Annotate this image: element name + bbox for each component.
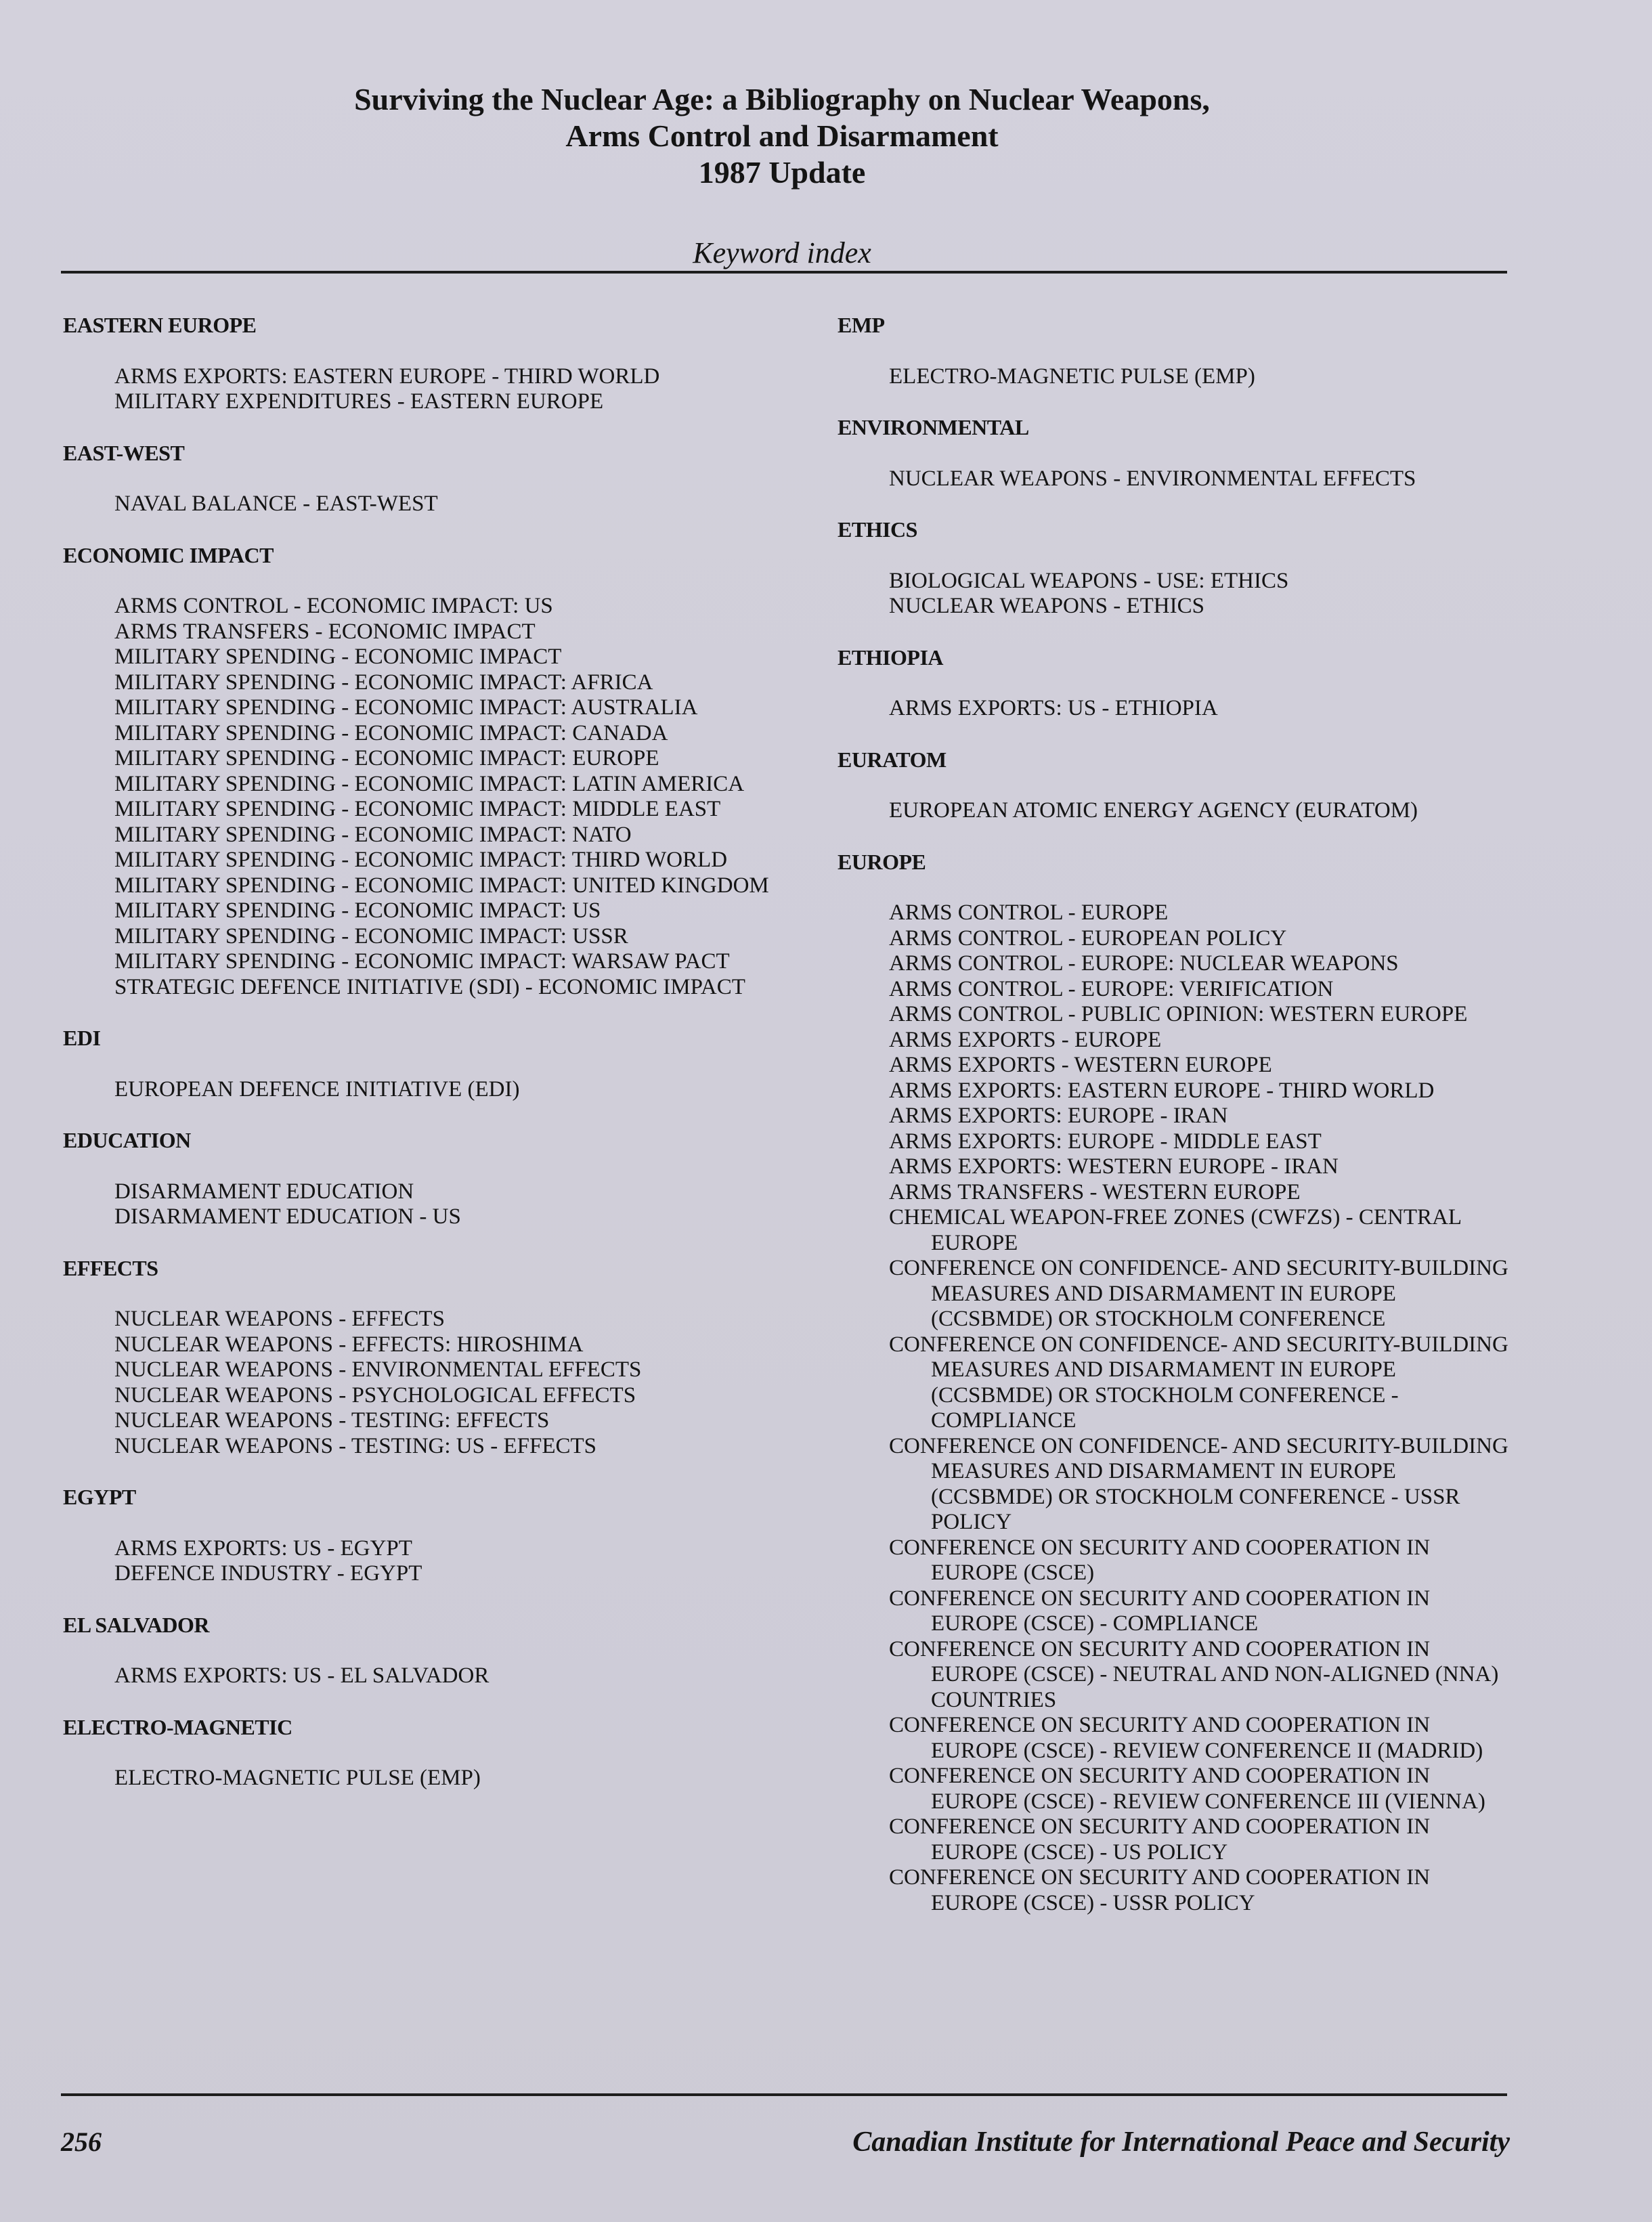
entry-list <box>63 364 794 415</box>
index-entry: NUCLEAR WEAPONS - EFFECTS <box>114 1307 445 1331</box>
right-column <box>838 313 1515 1942</box>
index-section <box>838 645 1515 722</box>
index-entry: MILITARY SPENDING - ECONOMIC IMPACT: MIDDLE EAST <box>114 797 721 821</box>
index-entry: ARMS EXPORTS: EUROPE - IRAN <box>889 1104 1228 1128</box>
index-entry: ARMS CONTROL - EUROPE: VERIFICATION <box>889 976 1334 1001</box>
index-entry: NUCLEAR WEAPONS - ENVIRONMENTAL EFFECTS <box>889 466 1416 491</box>
index-entry: NUCLEAR WEAPONS - EFFECTS: HIROSHIMA <box>114 1332 584 1357</box>
index-entry: MILITARY SPENDING - ECONOMIC IMPACT: CANADA <box>114 720 668 745</box>
entry-list <box>63 1307 794 1459</box>
index-entry: CONFERENCE ON SECURITY AND COOPERATION IN EUROPE (CSCE) - NEUTRAL AND NON-ALIGNED (NNA) COUNTRIES <box>889 1636 1499 1712</box>
index-entry: ARMS CONTROL - EUROPE: NUCLEAR WEAPONS <box>889 951 1399 976</box>
index-entry: NUCLEAR WEAPONS - PSYCHOLOGICAL EFFECTS <box>114 1382 636 1408</box>
index-section <box>838 747 1515 824</box>
index-entry: MILITARY SPENDING - ECONOMIC IMPACT: LATIN AMERICA <box>114 771 745 796</box>
index-entry: MILITARY SPENDING - ECONOMIC IMPACT: US <box>114 898 601 923</box>
keyword-heading: EASTERN EUROPE <box>63 313 257 337</box>
index-section <box>63 441 794 517</box>
entry-list <box>63 1766 794 1791</box>
title-line-1: Surviving the Nuclear Age: a Bibliography on Nuclear Weapons, <box>354 82 1210 116</box>
index-entry: NUCLEAR WEAPONS - TESTING: EFFECTS <box>114 1408 550 1433</box>
index-entry: ARMS EXPORTS: US - EGYPT <box>114 1535 412 1561</box>
keyword-heading: ECONOMIC IMPACT <box>63 542 274 567</box>
index-entry: MILITARY SPENDING - ECONOMIC IMPACT: NATO <box>114 822 632 847</box>
keyword-heading: EDUCATION <box>63 1128 191 1152</box>
index-entry: ARMS CONTROL - EUROPE <box>889 900 1169 925</box>
index-entry: NUCLEAR WEAPONS - ETHICS <box>889 594 1204 618</box>
index-section <box>63 543 794 1001</box>
index-entry: MILITARY SPENDING - ECONOMIC IMPACT: USSR <box>114 923 628 949</box>
bottom-divider <box>61 2093 1507 2096</box>
keyword-heading: EFFECTS <box>63 1255 158 1280</box>
entry-list <box>838 466 1515 492</box>
index-entry: ARMS CONTROL - EUROPEAN POLICY <box>889 925 1287 951</box>
index-entry: CONFERENCE ON CONFIDENCE- AND SECURITY-BUILDING MEASURES AND DISARMAMENT IN EUROPE (CCSBMDE) OR STOCKHOLM CONFERENCE - COMPLIANCE <box>889 1332 1508 1433</box>
page-title <box>0 81 1564 191</box>
keyword-heading: EDI <box>63 1026 101 1050</box>
index-section <box>63 313 794 415</box>
entry-list <box>838 569 1515 619</box>
keyword-heading: ENVIRONMENTAL <box>838 415 1029 439</box>
index-entry: MILITARY EXPENDITURES - EASTERN EUROPE <box>114 389 604 414</box>
entry-list <box>838 364 1515 390</box>
left-column <box>63 313 794 1817</box>
index-entry: CONFERENCE ON SECURITY AND COOPERATION IN EUROPE (CSCE) - REVIEW CONFERENCE II (MADRID) <box>889 1713 1483 1763</box>
index-entry: CONFERENCE ON SECURITY AND COOPERATION IN EUROPE (CSCE) - USSR POLICY <box>889 1865 1431 1915</box>
entry-list <box>838 696 1515 722</box>
index-entry: ELECTRO-MAGNETIC PULSE (EMP) <box>114 1766 481 1790</box>
index-entry: CONFERENCE ON CONFIDENCE- AND SECURITY-BUILDING MEASURES AND DISARMAMENT IN EUROPE (CCSBMDE) OR STOCKHOLM CONFERENCE - USSR POLICY <box>889 1433 1508 1534</box>
index-entry: ARMS EXPORTS: EASTERN EUROPE - THIRD WORLD <box>114 364 660 389</box>
index-entry: ARMS TRANSFERS - WESTERN EUROPE <box>889 1179 1301 1204</box>
index-entry: ARMS EXPORTS: EASTERN EUROPE - THIRD WORLD <box>889 1078 1435 1103</box>
index-entry: CONFERENCE ON SECURITY AND COOPERATION IN EUROPE (CSCE) - COMPLIANCE <box>889 1586 1431 1636</box>
index-entry: ARMS TRANSFERS - ECONOMIC IMPACT <box>114 619 536 644</box>
index-entry: STRATEGIC DEFENCE INITIATIVE (SDI) - ECONOMIC IMPACT <box>114 974 745 999</box>
index-section <box>63 1026 794 1102</box>
entry-list <box>63 594 794 1000</box>
keyword-heading: ELECTRO-MAGNETIC <box>63 1714 292 1739</box>
entry-list <box>63 492 794 517</box>
index-section <box>63 1128 794 1230</box>
keyword-heading: EMP <box>838 313 885 337</box>
index-entry: ARMS EXPORTS: US - ETHIOPIA <box>889 696 1218 720</box>
index-entry: EUROPEAN ATOMIC ENERGY AGENCY (EURATOM) <box>889 798 1418 823</box>
index-section <box>838 415 1515 492</box>
index-entry: DISARMAMENT EDUCATION - US <box>114 1204 461 1229</box>
index-entry: EUROPEAN DEFENCE INITIATIVE (EDI) <box>114 1076 520 1102</box>
entry-list <box>63 1663 794 1689</box>
index-entry: CONFERENCE ON SECURITY AND COOPERATION IN EUROPE (CSCE) - US POLICY <box>889 1814 1431 1865</box>
index-entry: DEFENCE INDUSTRY - EGYPT <box>114 1561 422 1586</box>
keyword-heading: ETHICS <box>838 517 917 542</box>
index-entry: MILITARY SPENDING - ECONOMIC IMPACT: EUROPE <box>114 746 659 770</box>
index-entry: CONFERENCE ON SECURITY AND COOPERATION IN EUROPE (CSCE) <box>889 1535 1431 1585</box>
keyword-heading: EAST-WEST <box>63 440 185 465</box>
index-section <box>63 1613 794 1689</box>
index-entry: ARMS EXPORTS: WESTERN EUROPE - IRAN <box>889 1154 1339 1179</box>
index-section <box>63 1715 794 1791</box>
footer-institute: Canadian Institute for International Peace and Security <box>852 2127 1510 2158</box>
entry-list <box>63 1536 794 1587</box>
keyword-heading: EUROPE <box>838 849 926 874</box>
top-divider <box>61 271 1507 274</box>
entry-list <box>63 1077 794 1103</box>
keyword-heading: EURATOM <box>838 747 947 772</box>
index-entry: NUCLEAR WEAPONS - ENVIRONMENTAL EFFECTS <box>114 1357 642 1382</box>
index-entry: MILITARY SPENDING - ECONOMIC IMPACT: THIRD WORLD <box>114 848 728 872</box>
index-section <box>838 850 1515 1917</box>
page-number: 256 <box>61 2127 102 2157</box>
index-entry: ARMS EXPORTS: US - EL SALVADOR <box>114 1663 490 1688</box>
index-section <box>63 1485 794 1587</box>
index-entry: ARMS CONTROL - PUBLIC OPINION: WESTERN EUROPE <box>889 1002 1468 1026</box>
index-entry: DISARMAMENT EDUCATION <box>114 1179 414 1204</box>
keyword-heading: ETHIOPIA <box>838 645 944 670</box>
index-entry: CONFERENCE ON SECURITY AND COOPERATION IN EUROPE (CSCE) - REVIEW CONFERENCE III (VIENNA) <box>889 1764 1485 1814</box>
index-entry: ELECTRO-MAGNETIC PULSE (EMP) <box>889 364 1255 389</box>
index-entry: MILITARY SPENDING - ECONOMIC IMPACT: WARSAW PACT <box>114 949 730 974</box>
index-entry: ARMS EXPORTS: EUROPE - MIDDLE EAST <box>889 1129 1322 1154</box>
index-entry: MILITARY SPENDING - ECONOMIC IMPACT: AFRICA <box>114 670 653 695</box>
index-entry: MILITARY SPENDING - ECONOMIC IMPACT <box>114 645 562 669</box>
index-entry: ARMS CONTROL - ECONOMIC IMPACT: US <box>114 594 553 618</box>
index-entry: BIOLOGICAL WEAPONS - USE: ETHICS <box>889 568 1289 593</box>
title-line-3: 1987 Update <box>698 155 866 190</box>
keyword-heading: EGYPT <box>63 1485 136 1509</box>
index-entry: MILITARY SPENDING - ECONOMIC IMPACT: UNITED KINGDOM <box>114 873 769 898</box>
index-entry: ARMS EXPORTS - WESTERN EUROPE <box>889 1053 1272 1077</box>
index-section <box>838 313 1515 389</box>
index-section <box>63 1256 794 1460</box>
index-entry: NAVAL BALANCE - EAST-WEST <box>114 492 438 516</box>
index-entry: ARMS EXPORTS - EUROPE <box>889 1027 1162 1052</box>
entry-list <box>838 798 1515 824</box>
index-entry: MILITARY SPENDING - ECONOMIC IMPACT: AUSTRALIA <box>114 695 698 720</box>
entry-list <box>63 1179 794 1230</box>
title-line-2: Arms Control and Disarmament <box>565 118 999 153</box>
keyword-heading: EL SALVADOR <box>63 1612 209 1637</box>
index-entry: CONFERENCE ON CONFIDENCE- AND SECURITY-BUILDING MEASURES AND DISARMAMENT IN EUROPE (CCSBMDE) OR STOCKHOLM CONFERENCE <box>889 1256 1508 1331</box>
keyword-index-heading: Keyword index <box>693 236 871 269</box>
index-entry: CHEMICAL WEAPON-FREE ZONES (CWFZS) - CENTRAL EUROPE <box>889 1205 1461 1255</box>
index-entry: NUCLEAR WEAPONS - TESTING: US - EFFECTS <box>114 1433 596 1458</box>
index-section <box>838 517 1515 619</box>
entry-list <box>838 900 1515 1916</box>
